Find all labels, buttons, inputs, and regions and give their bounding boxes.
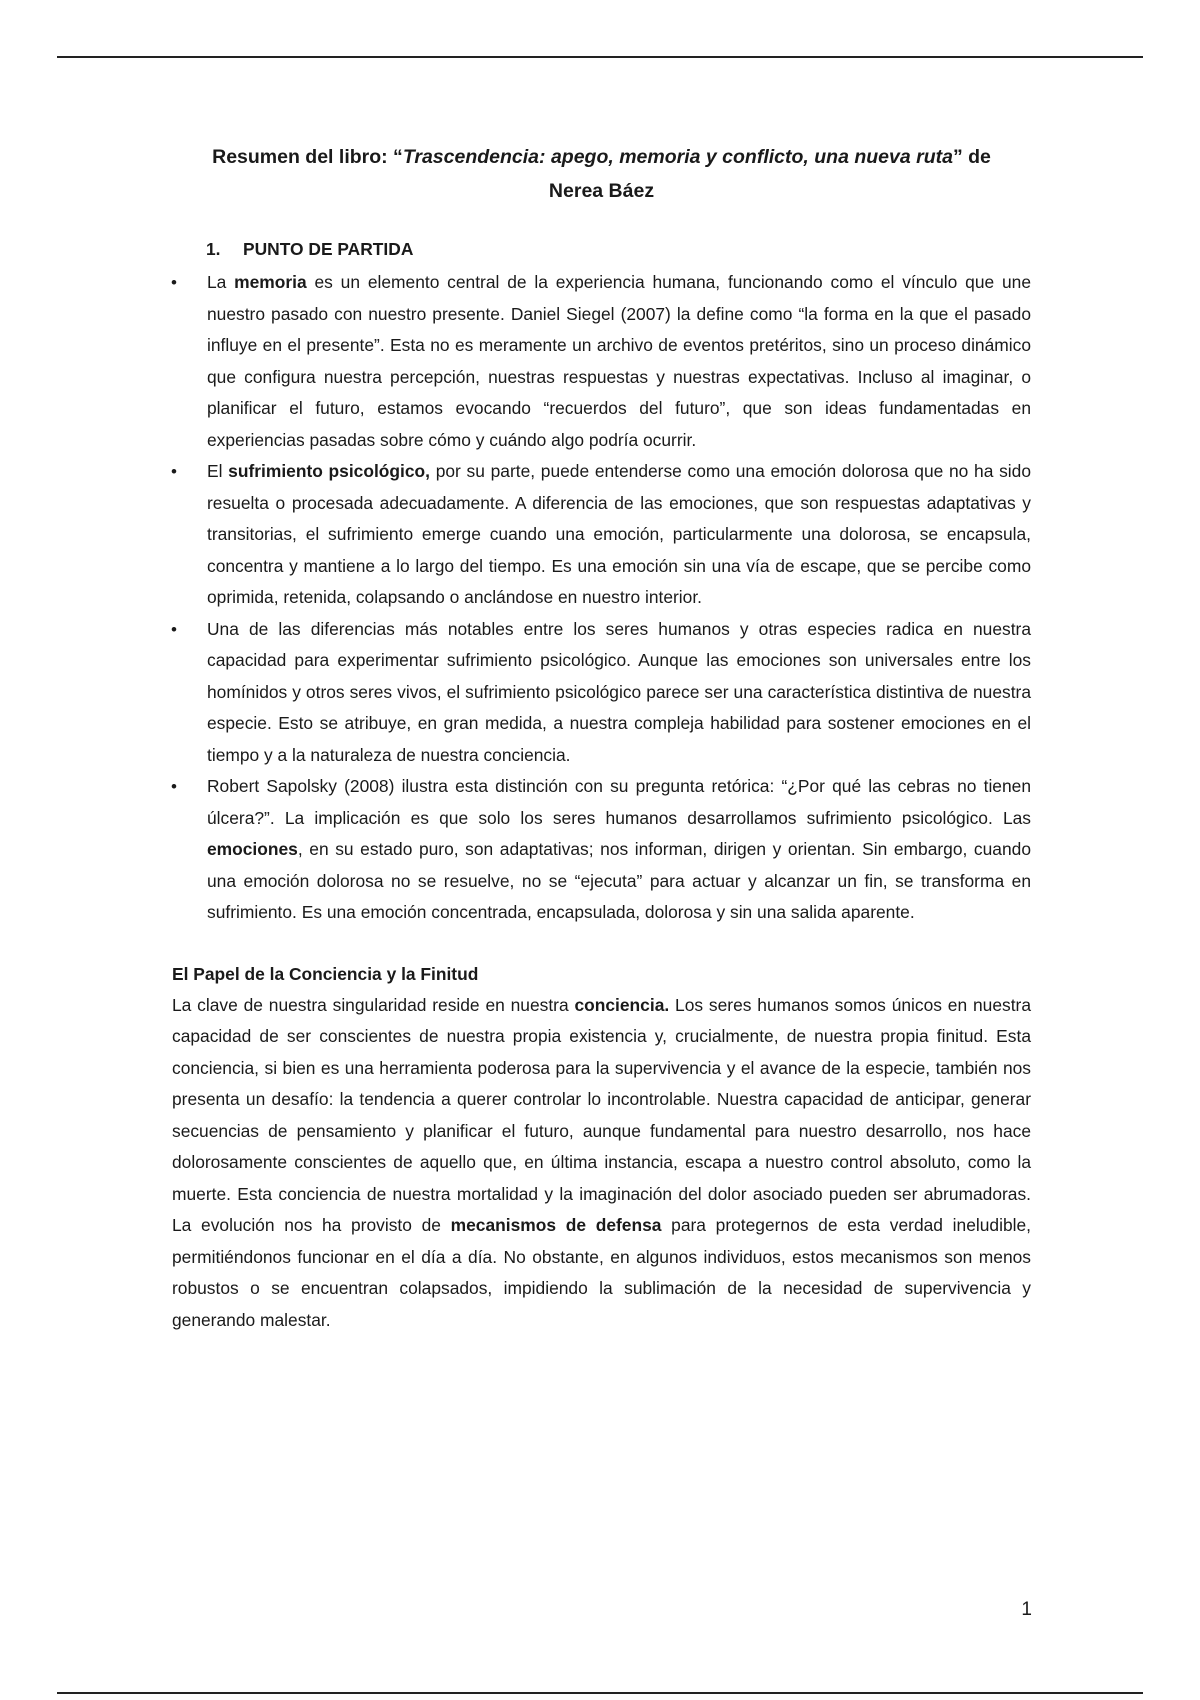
author-name: Nerea Báez	[548, 180, 655, 202]
bullet-list	[172, 267, 1031, 929]
list-item	[172, 771, 1031, 929]
bullet-text: es un elemento central de la experiencia humana, funcionando como el vínculo que une nuestro pasado con nuestro presente. Daniel Siegel (2007) la define como “la forma en la que el pasado influye en el presente”. Esta no es meramente un archivo de eventos pretéritos, sino un proceso dinámico que configura nuestra percepción, nuestras respuestas y nuestras expectativas. Incluso al imaginar, o planificar el futuro, estamos evocando “recuerdos del futuro”, que son ideas fundamentadas en experiencias pasadas sobre cómo y cuándo algo podría ocurrir.	[207, 272, 1031, 450]
header-rule	[57, 56, 1143, 58]
footer-rule	[57, 1692, 1143, 1694]
bullet-text: El	[207, 461, 229, 481]
document-title	[182, 140, 1021, 208]
paragraph-bold-term: mecanismos de defensa	[450, 1215, 662, 1235]
paragraph-text: Los seres humanos somos únicos en nuestra capacidad de ser conscientes de nuestra propia existencia y, crucialmente, de nuestra propia finitud. Esta conciencia, si bien es una herramienta poderosa para la supervivencia y el avance de la especie, también nos presenta un desafío: la tendencia a querer controlar lo incontrolable. Nuestra capacidad de anticipar, generar secuencias de pensamiento y planificar el futuro, aunque fundamental para nuestro desarrollo, nos hace dolorosamente conscientes de aquello que, en última instancia, escapa a nuestro control absoluto, como la muerte. Esta conciencia de nuestra mortalidad y la imaginación del dolor asociado pueden ser abrumadoras. La evolución nos ha provisto de	[172, 994, 1031, 1235]
bullet-text: Una de las diferencias más notables entre los seres humanos y otras especies radica en nuestra capacidad para experimentar sufrimiento psicológico. Aunque las emociones son universales entre los homínidos y otros seres vivos, el sufrimiento psicológico parece ser una característica distintiva de nuestra especie. Esto se atribuye, en gran medida, a nuestra compleja habilidad para sostener emociones en el tiempo y a la naturaleza de nuestra conciencia.	[207, 618, 1031, 765]
subsection-paragraph	[172, 990, 1031, 1337]
subsection-heading: El Papel de la Conciencia y la Finitud	[172, 963, 479, 984]
paragraph-bold-term: conciencia.	[574, 994, 670, 1015]
bullet-text: La	[207, 272, 235, 292]
title-prefix: Resumen del libro: “	[212, 146, 403, 168]
section-title: PUNTO DE PARTIDA	[243, 239, 414, 259]
bullet-bold-term: memoria	[234, 272, 307, 292]
paragraph-text: La clave de nuestra singularidad reside en nuestra	[172, 994, 575, 1015]
list-item	[172, 267, 1031, 456]
page-number: 1	[1021, 1599, 1032, 1620]
bullet-text: por su parte, puede entenderse como una emoción dolorosa que no ha sido resuelta o procesada adecuadamente. A diferencia de las emociones, que son respuestas adaptativas y transitorias, el sufrimiento emerge cuando una emoción, particularmente una dolorosa, se encapsula, concentra y mantiene a lo largo del tiempo. Es una emoción sin una vía de escape, que se percibe como oprimida, retenida, colapsando o anclándose en nuestro interior.	[207, 461, 1031, 607]
list-item	[172, 614, 1031, 772]
list-item	[172, 456, 1031, 614]
section-number: 1.	[206, 239, 221, 259]
bullet-icon: •	[171, 619, 177, 639]
bullet-bold-term: sufrimiento psicológico,	[228, 461, 431, 481]
bullet-bold-term: emociones	[207, 839, 298, 859]
paragraph-text: para protegernos de esta verdad ineludible, permitiéndonos funcionar en el día a día. No obstante, en algunos individuos, estos mecanismos son menos robustos o se encuentran colapsados, impidiendo la sublimación de la necesidad de supervivencia y generando malestar.	[172, 1215, 1031, 1330]
section-heading	[206, 234, 1031, 264]
title-suffix: ” de	[952, 146, 991, 168]
bullet-icon: •	[171, 273, 177, 292]
page-body	[172, 140, 1031, 1336]
bullet-text: Robert Sapolsky (2008) ilustra esta distinción con su pregunta retórica: “¿Por qué las cebras no tienen úlcera?”. La implicación es que solo los seres humanos desarrollamos sufrimiento psicológico. Las	[207, 776, 1031, 828]
bullet-text: , en su estado puro, son adaptativas; nos informan, dirigen y orientan. Sin embargo, cuando una emoción dolorosa no se resuelve, no se “ejecuta” para actuar y alcanzar un fin, se transforma en sufrimiento. Es una emoción concentrada, encapsulada, dolorosa y sin una salida aparente.	[207, 839, 1031, 922]
bullet-icon: •	[171, 777, 177, 796]
book-title: Trascendencia: apego, memoria y conflicto, una nueva ruta	[402, 146, 953, 168]
bullet-icon: •	[171, 462, 177, 481]
